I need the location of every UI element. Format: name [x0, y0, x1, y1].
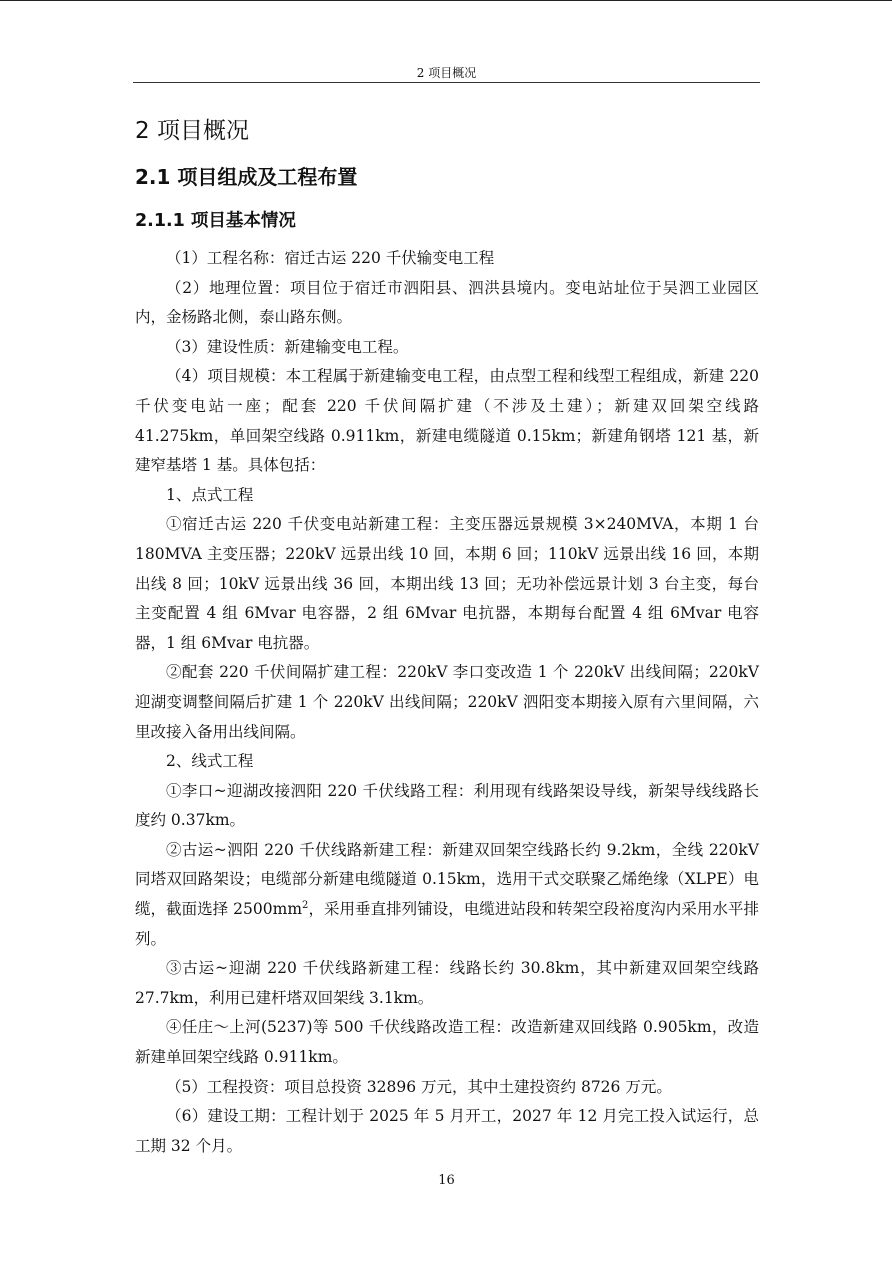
- paragraph-line-2: [135, 836, 759, 954]
- paragraph-substation: ①宿迁古运 220 千伏变电站新建工程：主变压器远景规模 3×240MVA，本期 1 台 180MVA 主变压器；220kV 远景出线 10 回，本期 6 回；110kV 远景出线 16 回，本期出线 8 回；10kV 远景出线 36 回，本期出线 13 回；无功补偿远景计划 3 台主变，每台主变配置 4 组 6Mvar 电容器，2 组 6Mvar 电抗器，本期每台配置 4 组 6Mvar 电容器，1 组 6Mvar 电抗器。: [135, 515, 759, 652]
- paragraph-bay-expansion: ②配套 220 千伏间隔扩建工程：220kV 李口变改造 1 个 220kV 出线间隔；220kV 迎湖变调整间隔后扩建 1 个 220kV 出线间隔；220kV 泗阳变本期接入原有六里间隔，六里改接入备用出线间隔。: [135, 663, 759, 741]
- paragraph-project-name: （1）工程名称：宿迁古运 220 千伏输变电工程: [166, 249, 495, 267]
- header-divider: [133, 82, 760, 83]
- paragraph-point-works-title: 1、点式工程: [166, 485, 254, 504]
- paragraph-line-1: ①李口~迎湖改接泗阳 220 千伏线路工程：利用现有线路架设导线，新架导线线路长度约 0.37km。: [135, 781, 759, 830]
- paragraph-scale: （4）项目规模：本工程属于新建输变电工程，由点型工程和线型工程组成，新建 220 千伏变电站一座；配套 220 千伏间隔扩建（不涉及土建）；新建双回架空线路 41.275km，单回架空线路 0.911km，新建电缆隧道 0.15km；新建角钢塔 121 基，新建窄基塔 1 基。具体包括：: [135, 367, 759, 475]
- paragraph-line-works-title: 2、线式工程: [166, 752, 254, 771]
- paragraph-line-2-tail: ，采用垂直排列铺设，电缆进站段和转架空段裕度沟内采用水平排列。: [135, 900, 759, 948]
- chapter-heading: 2 项目概况: [135, 118, 249, 144]
- subsection-heading: 2.1.1 项目基本情况: [135, 211, 296, 231]
- document-body: [135, 112, 759, 1161]
- paragraph-line-3: ③古运~迎湖 220 千伏线路新建工程：线路长约 30.8km，其中新建双回架空线路 27.7km，利用已建杆塔双回架线 3.1km。: [135, 959, 759, 1007]
- section-heading: 2.1 项目组成及工程布置: [135, 165, 358, 189]
- running-header: 2 项目概况: [416, 66, 477, 80]
- paragraph-schedule: （6）建设工期：工程计划于 2025 年 5 月开工，2027 年 12 月完工投入试运行，总工期 32 个月。: [135, 1107, 759, 1155]
- paragraph-line-2-text: ②古运~泗阳 220 千伏线路新建工程：新建双回架空线路长约 9.2km，全线 220kV 同塔双回路架设；电缆部分新建电缆隧道 0.15km，选用干式交联聚乙烯绝缘（XLPE）电缆，截面选择 2500mm: [135, 840, 759, 919]
- paragraph-nature: （3）建设性质：新建输变电工程。: [166, 337, 409, 356]
- paragraph-location: （2）地理位置：项目位于宿迁市泗阳县、泗洪县境内。变电站址位于吴泗工业园区内，金杨路北侧，泰山路东侧。: [135, 278, 759, 327]
- page-number: 16: [438, 1173, 455, 1188]
- superscript-2: 2: [302, 899, 309, 911]
- paragraph-investment: （5）工程投资：项目总投资 32896 万元，其中土建投资约 8726 万元。: [166, 1077, 672, 1096]
- paragraph-line-4: ④任庄～上河(5237)等 500 千伏线路改造工程：改造新建双回线路 0.905km，改造新建单回架空线路 0.911km。: [135, 1018, 759, 1067]
- top-border-line: [0, 0, 892, 1]
